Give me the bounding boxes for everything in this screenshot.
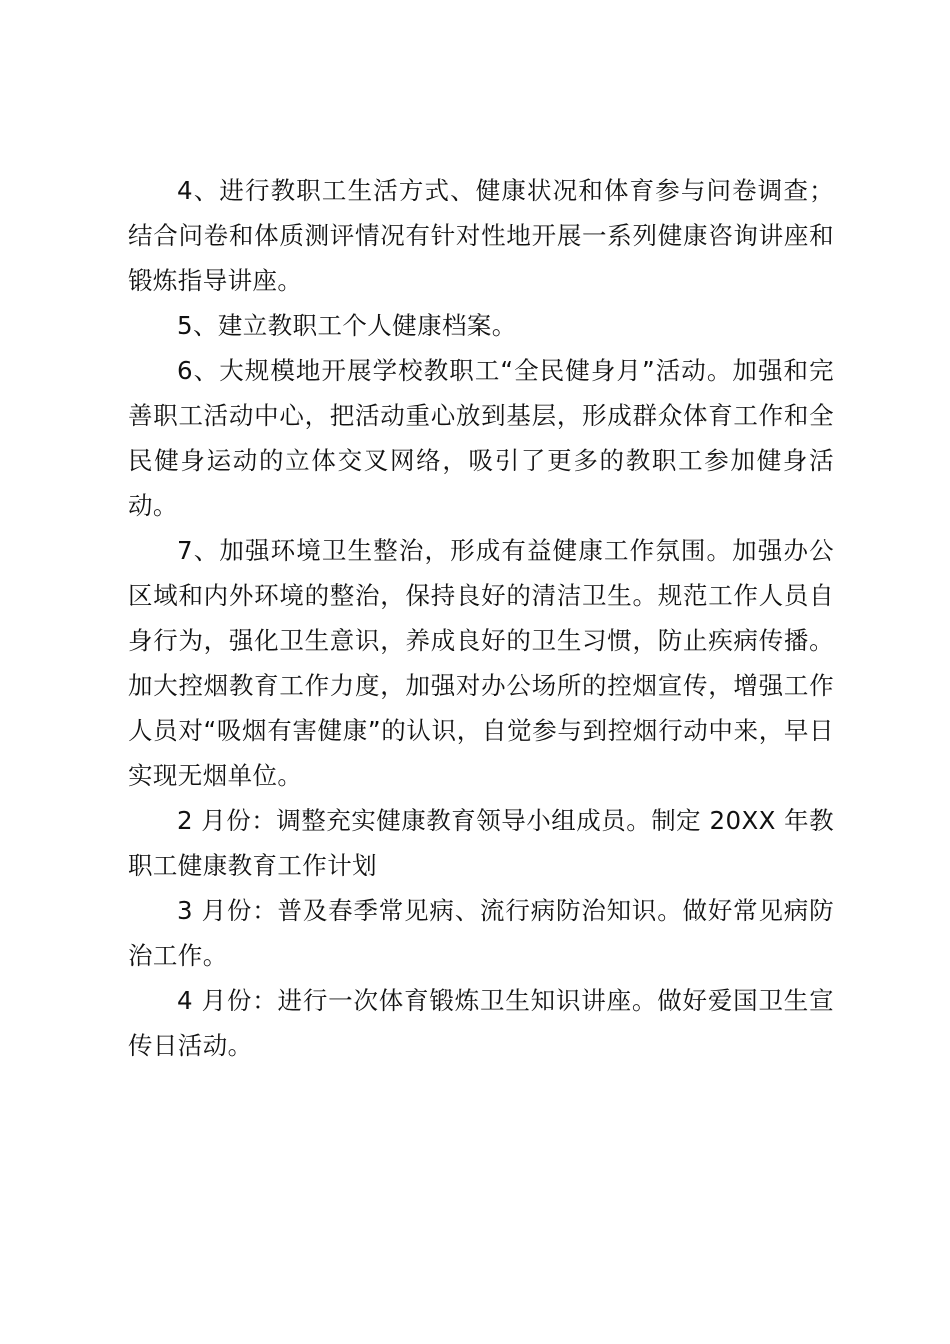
paragraph-item-6: 6、大规模地开展学校教职工“全民健身月”活动。加强和完善职工活动中心，把活动重心放到基层，形成群众体育工作和全民健身运动的立体交叉网络，吸引了更多的教职工参加健身活动。 [128,356,834,520]
paragraph-march: 3 月份：普及春季常见病、流行病防治知识。做好常见病防治工作。 [128,896,834,970]
paragraph-february: 2 月份：调整充实健康教育领导小组成员。制定 20XX 年教职工健康教育工作计划 [128,806,834,880]
paragraph-april: 4 月份：进行一次体育锻炼卫生知识讲座。做好爱国卫生宣传日活动。 [128,986,834,1060]
paragraph-item-7: 7、加强环境卫生整治，形成有益健康工作氛围。加强办公区域和内外环境的整治，保持良好的清洁卫生。规范工作人员自身行为，强化卫生意识，养成良好的卫生习惯，防止疾病传播。加大控烟教育工作力度，加强对办公场所的控烟宣传，增强工作人员对“吸烟有害健康”的认识，自觉参与到控烟行动中来，早日实现无烟单位。 [128,536,834,790]
document-body [128,168,834,1068]
paragraph-item-4: 4、进行教职工生活方式、健康状况和体育参与问卷调查；结合问卷和体质测评情况有针对性地开展一系列健康咨询讲座和锻炼指导讲座。 [128,176,834,295]
paragraph-item-5: 5、建立教职工个人健康档案。 [177,311,517,340]
